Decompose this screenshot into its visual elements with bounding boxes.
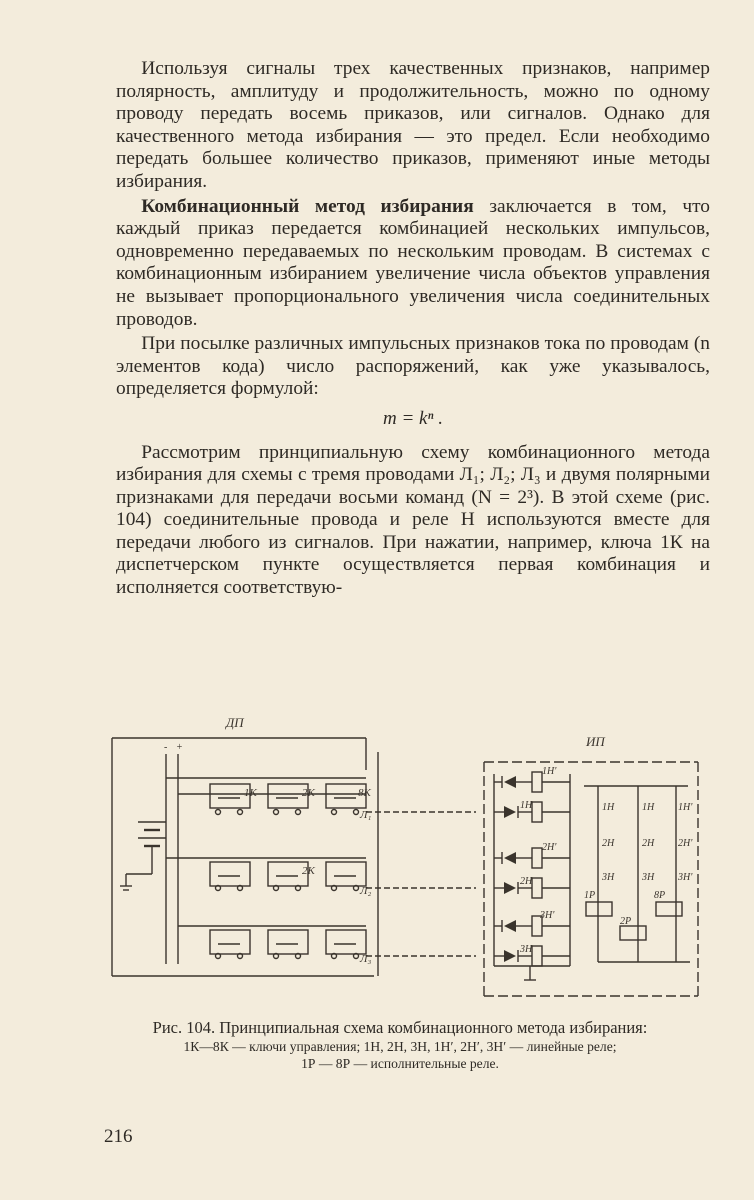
relay-2n-prime: 2Н' bbox=[542, 842, 557, 853]
svg-text:1Н: 1Н bbox=[602, 802, 615, 813]
line-l3-label: Л₃ bbox=[360, 953, 372, 965]
relay-1n: 1Н bbox=[520, 800, 533, 811]
svg-text:3Н: 3Н bbox=[602, 872, 615, 883]
line-l2-label: Л₂ bbox=[360, 885, 372, 897]
svg-text:+: + bbox=[176, 742, 183, 753]
svg-text:1Н': 1Н' bbox=[678, 802, 693, 813]
svg-text:3Н: 3Н bbox=[642, 872, 655, 883]
contact-matrix bbox=[584, 786, 693, 962]
key-row-1 bbox=[166, 778, 476, 821]
term-combinational-method: Комбинационный метод избирания bbox=[141, 195, 474, 217]
dp-label: ДП bbox=[226, 715, 244, 730]
circuit-svg bbox=[104, 712, 714, 1012]
svg-text:1Н: 1Н bbox=[642, 802, 655, 813]
paragraph-2 bbox=[116, 196, 710, 332]
ip-label: ИП bbox=[586, 734, 605, 749]
circuit-diagram bbox=[104, 712, 714, 1012]
paragraph-1: Используя сигналы трех качественных признаков, например полярность, амплитуду и продолжительность, можно по одному проводу передать восемь приказов, или сигналов. Однако для качественного метода избирания — это предел. Если необходимо передать большее количество приказов, применяют иные методы избирания. bbox=[116, 58, 710, 192]
relay-1n-prime: 1Н' bbox=[542, 766, 557, 777]
relay-3n: 3Н bbox=[520, 944, 533, 955]
paragraph-4: Рассмотрим принципиальную схему комбинационного метода избирания для схемы с тремя проводами Л₁; Л₂; Л₃ и двумя полярными признаками для передачи восьми команд (N = 2³). В этой схеме (рис. 104) соединительные провода и реле Н используются вместе для передачи любого из сигналов. При нажатии, например, ключа 1К на диспетчерском пункте осуществляется первая комбинация и исполняется соответствую- bbox=[116, 441, 710, 599]
svg-text:2К: 2К bbox=[302, 865, 315, 877]
svg-text:3Н': 3Н' bbox=[678, 872, 693, 883]
caption-line-3: 1Р — 8Р — исполнительные реле. bbox=[301, 1056, 499, 1071]
relay-2n: 2Н bbox=[520, 876, 533, 887]
dispatcher-side bbox=[112, 715, 476, 976]
line-l1-label: Л₁ bbox=[360, 809, 372, 821]
svg-text:2Н: 2Н bbox=[642, 838, 655, 849]
exec-relay-8p: 8Р bbox=[654, 890, 666, 901]
key-2k-label: 2К bbox=[302, 787, 315, 799]
svg-text:-: - bbox=[164, 742, 168, 753]
relay-3n-prime: 3Н' bbox=[540, 910, 555, 921]
caption-line-2: 1К—8К — ключи управления; 1Н, 2Н, 3Н, 1Н′, 2Н′, 3Н′ — линейные реле; bbox=[183, 1039, 617, 1054]
figure-caption bbox=[82, 1018, 718, 1072]
paragraph-3: При посылке различных импульсных признаков тока по проводам (n элементов кода) число распоряжений, как уже указывалось, определяется формулой: bbox=[116, 333, 710, 400]
svg-text:2Н': 2Н' bbox=[678, 838, 693, 849]
line-relays bbox=[494, 766, 570, 966]
page-number: 216 bbox=[104, 1126, 133, 1147]
key-1k-label: 1К bbox=[244, 787, 257, 799]
executive-side bbox=[484, 734, 698, 996]
body-text bbox=[116, 58, 710, 600]
formula: m = kⁿ . bbox=[383, 407, 443, 429]
exec-relay-1p: 1Р bbox=[584, 890, 596, 901]
exec-relay-2p: 2Р bbox=[620, 916, 632, 927]
caption-main: Рис. 104. Принципиальная схема комбинационного метода избирания: bbox=[152, 1018, 648, 1037]
paragraph-2-rest: заключается в том, что каждый приказ передается комбинацией нескольких импульсов, одновременно передаваемых по нескольким проводам. В системах с комбинационным избиранием увеличение числа объектов управления не вызывает пропорционального увеличения числа соединительных проводов. bbox=[116, 195, 710, 330]
key-8k-label: 8К bbox=[358, 787, 371, 799]
svg-text:2Н: 2Н bbox=[602, 838, 615, 849]
key-row-2 bbox=[166, 858, 476, 897]
key-row-3 bbox=[178, 926, 476, 965]
